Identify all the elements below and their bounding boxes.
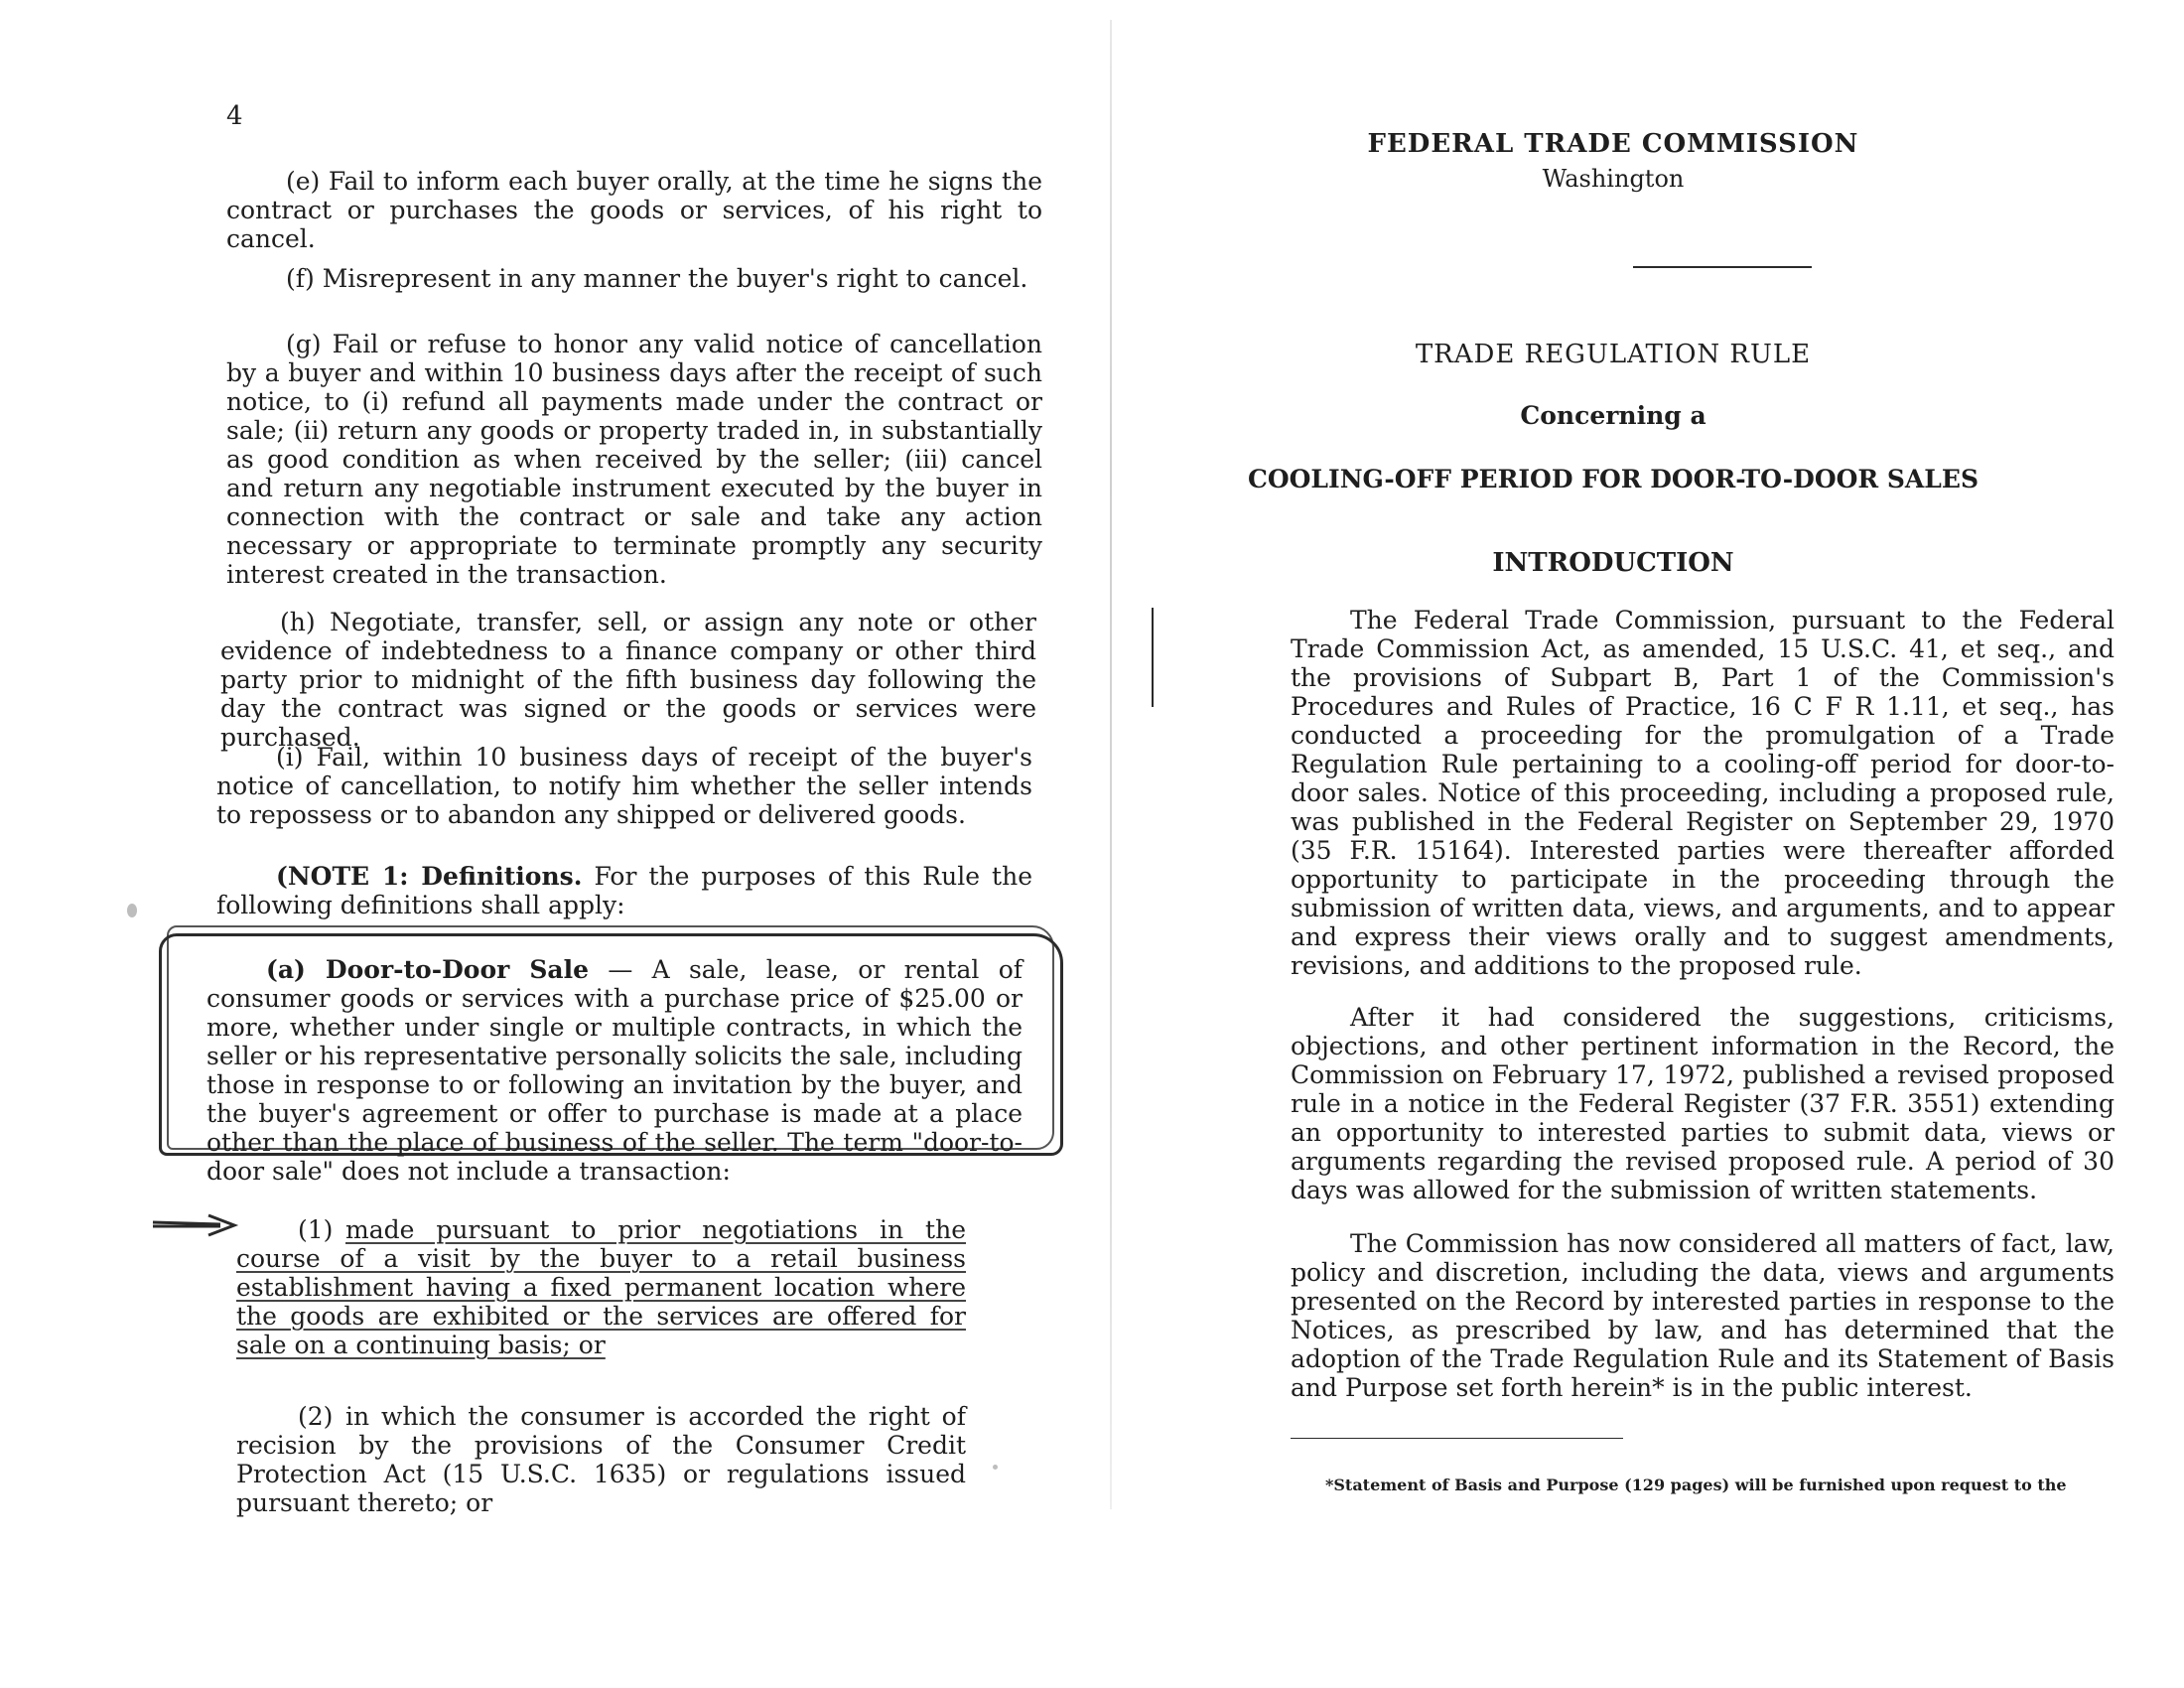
item-e: (e) Fail to inform each buyer orally, at the time he signs the contract or purchases the goods or services, of his right to cancel. [226,167,1042,253]
sub-1-label: (1) [298,1215,334,1244]
title-divider [1633,266,1812,268]
rule-title: TRADE REGULATION RULE [1415,340,1812,369]
scan-speck [993,1465,998,1470]
definition-a [206,955,1023,1186]
definition-a-label: (a) Door-to-Door Sale [266,955,589,984]
rule-subject: COOLING-OFF PERIOD FOR DOOR-TO-DOOR SALES [1247,465,1979,493]
item-h: (h) Negotiate, transfer, sell, or assign any note or other evidence of indebtedness to a finance company or other third party prior to midnight of the fifth business day following the day the contract was signed or the goods or services were purchased. [220,608,1036,752]
sub-item-2: in which the consumer is accorded the right of recision by the provisions of the Consumer Credit Protection Act (15 U.S.C. 1635) or regulations issued pursuant thereto; or [236,1402,966,1517]
page-number: 4 [226,101,243,131]
intro-paragraph-3: The Commission has now considered all matters of fact, law, policy and discretion, including the data, views and arguments presented on the Record by interested parties in response to the Notices, as prescribed by law, and has determined that the adoption of the Trade Regulation Rule and its Statement of Basis and Purpose set forth herein* is in the public interest. [1291,1229,2115,1402]
note-label: (NOTE 1: Definitions. [276,862,583,891]
sub-2-label: (2) [298,1402,334,1431]
definitions-note [216,862,1032,919]
hand-drawn-arrow-icon [151,1209,240,1239]
intro-paragraph-2: After it had considered the suggestions, criticisms, objections, and other pertinent information in the Record, the Commission on February 17, 1972, published a revised proposed rule in a notice in the Federal Register (37 F.R. 3551) extending an opportunity to interested parties to submit data, views or arguments regarding the revised proposed rule. A period of 30 days was allowed for the submission of written statements. [1291,1003,2115,1204]
sub-item-1: made pursuant to prior negotiations in the course of a visit by the buyer to a retail business establishment having a fixed permanent location where the goods are exhibited or the services are offered for sale on a continuing basis; or [236,1215,966,1359]
scan-speck [127,904,137,917]
section-heading: INTRODUCTION [1492,548,1734,578]
agency-city: Washington [1542,165,1685,193]
concerning-label: Concerning a [1520,401,1706,430]
item-g: (g) Fail or refuse to honor any valid notice of cancellation by a buyer and within 10 business days after the receipt of such notice, to (i) refund all payments made under the contract or sale; (ii) return any goods or property traded in, in substantially as good condition as when received by the seller; (iii) cancel and return any negotiable instrument executed by the buyer in connection with the contract or sale and take any action necessary or appropriate to terminate promptly any security interest created in the transaction. [226,330,1042,589]
intro-paragraph-1: The Federal Trade Commission, pursuant to the Federal Trade Commission Act, as amended, 15 U.S.C. 41, et seq., and the provisions of Subpart B, Part 1 of the Commission's Procedures and Rules of Practice, 16 C F R 1.11, et seq., has conducted a proceeding for the promulgation of a Trade Regulation Rule pertaining to a cooling-off period for door-to-door sales. Notice of this proceeding, including a proposed rule, was published in the Federal Register on September 29, 1970 (35 F.R. 15164). Interested parties were thereafter afforded opportunity to participate in the proceeding through the submission of written data, views, and arguments, and to appear and express their views orally and to suggest amendments, revisions, and additions to the proposed rule. [1291,606,2115,980]
item-f: (f) Misrepresent in any manner the buyer's right to cancel. [286,264,1028,293]
note-text: For the purposes of this Rule the following definitions shall apply: [216,862,1032,919]
agency-name: FEDERAL TRADE COMMISSION [1367,129,1859,159]
right-page [1117,0,2184,1688]
item-i: (i) Fail, within 10 business days of receipt of the buyer's notice of cancellation, to notify him whether the seller intends to repossess or to abandon any shipped or delivered goods. [216,743,1032,829]
footnote: *Statement of Basis and Purpose (129 pages) will be furnished upon request to the [1325,1476,2067,1494]
footnote-divider [1291,1438,1623,1439]
definition-a-text: — A sale, lease, or rental of consumer goods or services with a purchase price of $25.00 or more, whether under single or multiple contracts, in which the seller or his representative personally solicits the sale, including those in response to or following an invitation by the buyer, and the buyer's agreement or offer to purchase is made at a place other than the place of business of the seller. The term "door-to-door sale" does not include a transaction: [206,955,1023,1186]
